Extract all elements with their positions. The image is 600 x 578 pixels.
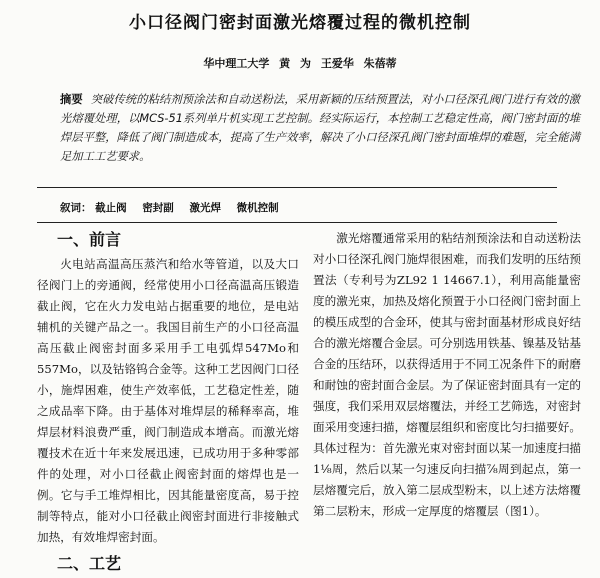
divider-bottom	[37, 222, 557, 223]
divider-top	[37, 187, 557, 188]
keywords	[60, 200, 580, 215]
keyword: 激光焊	[189, 202, 221, 214]
abstract	[60, 90, 580, 166]
abstract-label: 摘要	[60, 93, 83, 106]
section-heading-intro: 一、前言	[57, 230, 122, 249]
authors-line: 华中理工大学 黄 为 王爱华 朱蓓蒂	[203, 57, 397, 70]
abstract-text: 突破传统的粘结剂预涂法和自动送粉法，采用新颖的压结预置法，对小口径深孔阀门进行有效的激光熔覆处理，以MCS-51系列单片机实现工艺控制。经实际运行，本控制工艺稳定性高，阀门密封面的堆焊层平整，降低了阀门制造成本，提高了生产效率，解决了小口径深孔阀门密封面堆焊的难题，完全能满足加工工艺要求。	[60, 93, 580, 163]
keyword: 截止阀	[95, 202, 127, 214]
keywords-label: 叙词：	[60, 202, 92, 214]
left-column	[37, 228, 299, 578]
intro-paragraph: 火电站高温高压蒸汽和给水等管道，以及大口径阀门上的旁通阀，经常使用小口径高温高压锻造截止阀，它在火力发电站占据重要的地位，是电站辅机的关键产品之一。我国目前生产的小口径高温高压截止阀密封面多采用手工电弧焊547Mo和557Mo，以及钴铬钨合金等。这种工艺因阀门口径小，施焊困难，使生产效率低，工艺稳定性差，随之成品率下降。由于基体对堆焊层的稀释率高，堆焊层材料浪费严重，阀门制造成本增高。而激光熔覆技术在近十年来发展迅速，已成功用于多种零部件的处理，对小口径截止阀密封面的熔焊也是一例。它与手工堆焊相比，因其能量密度高，易于控制等特点，能对小口径截止阀密封面进行非接触式加热，有效堆焊密封面。	[37, 257, 299, 544]
keyword: 微机控制	[236, 202, 279, 214]
right-column	[313, 228, 581, 522]
paper-title: 小口径阀门密封面激光熔覆过程的微机控制	[129, 13, 471, 33]
section-heading-process: 二、工艺	[57, 554, 122, 573]
keyword: 密封副	[142, 202, 174, 214]
process-paragraph: 激光熔覆通常采用的粘结剂预涂法和自动送粉法对小口径深孔阀门施焊很困难，而我们发明的压结预置法（专利号为ZL92 1 14667.1），利用高能量密度的激光束，加热及熔化预置于小口径阀门密封面上的模压成型的合金环，使其与密封面基材形成良好结合的激光熔覆合金层。可分别选用铁基、镍基及钴基合金的压结环，以获得适用于不同工况条件下的耐磨和耐蚀的密封面合金层。为了保证密封面具有一定的强度，我们采用双层熔覆法，并经工艺筛选，对密封面采用变速扫描，熔覆层组织和密度比匀扫描要好。具体过程为：首先激光束对密封面以某一加速度扫描1⅛周，然后以某一匀速反向扫描⅞周到起点，第一层熔覆完后，放入第二层成型粉末，以上述方法熔覆第二层粉末，形成一定厚度的熔覆层（图1）。	[313, 231, 581, 518]
